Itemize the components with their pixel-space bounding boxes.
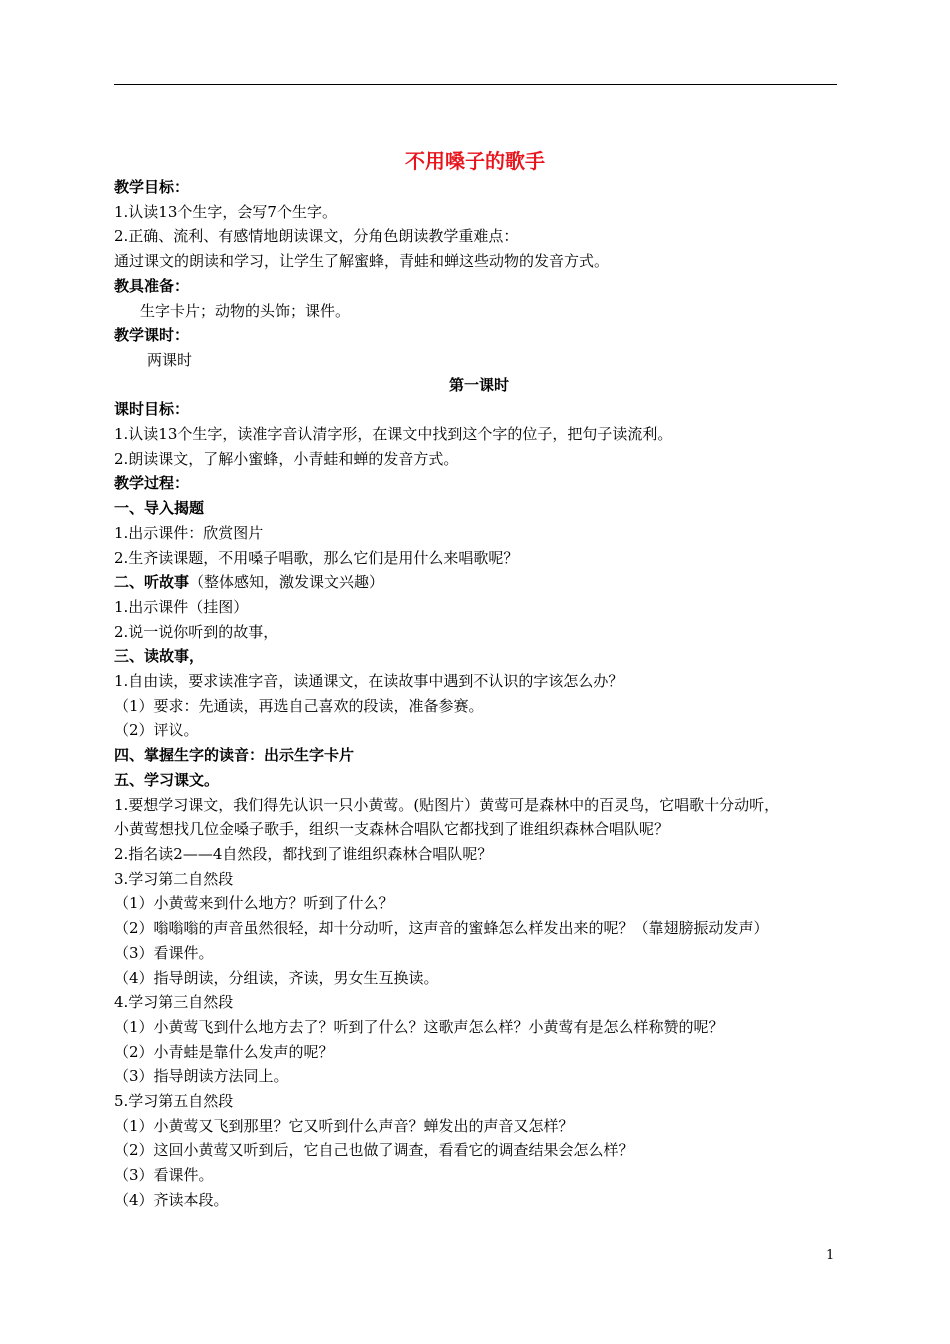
document-title: 不用嗓子的歌手 bbox=[405, 149, 545, 173]
step-5-item-3-sub-1: （1）小黄莺来到什么地方？听到了什么？ bbox=[114, 894, 394, 913]
page-number: 1 bbox=[826, 1248, 835, 1263]
step-2-heading: 二、听故事 bbox=[114, 573, 190, 592]
heading-process: 教学过程： bbox=[114, 474, 190, 493]
document-body bbox=[114, 175, 844, 1213]
step-5-item-4-sub-2: （2）小青蛙是靠什么发声的呢？ bbox=[114, 1042, 334, 1061]
step-5-item-5-sub-4: （4）齐读本段。 bbox=[114, 1190, 229, 1209]
step-3-heading: 三、读故事， bbox=[114, 647, 205, 666]
step-5-item-4: 4.学习第三自然段 bbox=[114, 993, 234, 1012]
step-2-item-2: 2.说一说你听到的故事， bbox=[114, 622, 279, 641]
lesson-goal-2: 2.朗读课文，了解小蜜蜂，小青蛙和蝉的发音方式。 bbox=[114, 449, 459, 468]
step-5-item-2: 2.指名读2——4自然段，都找到了谁组织森林合唱队呢？ bbox=[114, 844, 493, 863]
step-2-heading-line bbox=[114, 570, 844, 595]
step-4-heading: 四、掌握生字的读音：出示生字卡片 bbox=[114, 746, 355, 765]
goal-difficulty: 通过课文的朗读和学习，让学生了解蜜蜂，青蛙和蝉这些动物的发音方式。 bbox=[114, 252, 610, 271]
goal-item-2: 2.正确、流利、有感情地朗读课文，分角色朗读教学重难点： bbox=[114, 227, 519, 246]
heading-teaching-goals: 教学目标： bbox=[114, 178, 190, 196]
step-5-item-4-sub-3: （3）指导朗读方法同上。 bbox=[114, 1067, 289, 1086]
step-5-item-5: 5.学习第五自然段 bbox=[114, 1092, 234, 1111]
header-rule bbox=[114, 84, 837, 85]
step-5-item-1b: 小黄莺想找几位金嗓子歌手，组织一支森林合唱队它都找到了谁组织森林合唱队呢？ bbox=[114, 820, 670, 839]
step-3-item-1: 1.自由读，要求读准字音，读通课文，在读故事中遇到不认识的字该怎么办？ bbox=[114, 672, 624, 691]
step-1-heading: 一、导入揭题 bbox=[114, 499, 205, 518]
step-5-item-4-sub-1: （1）小黄莺飞到什么地方去了？听到了什么？这歌声怎么样？小黄莺有是怎么样称赞的呢？ bbox=[114, 1017, 724, 1036]
step-5-item-3-sub-4: （4）指导朗读，分组读，齐读，男女生互换读。 bbox=[114, 968, 439, 987]
step-5-item-5-sub-2: （2）这回小黄莺又听到后，它自己也做了调查，看看它的调查结果会怎么样？ bbox=[114, 1141, 634, 1160]
step-5-heading: 五、学习课文。 bbox=[114, 770, 220, 789]
step-5-item-3: 3.学习第二自然段 bbox=[114, 869, 234, 888]
heading-class-hours: 教学课时： bbox=[114, 326, 190, 345]
lesson-goal-1: 1.认读13个生字，读准字音认清字形，在课文中找到这个字的位子，把句子读流利。 bbox=[114, 425, 673, 444]
step-2-note: （整体感知，激发课文兴趣） bbox=[189, 573, 385, 592]
class-hours-text: 两课时 bbox=[147, 350, 193, 369]
step-2-item-1: 1.出示课件（挂图） bbox=[114, 597, 249, 616]
step-3-sub-1: （1）要求：先通读，再选自己喜欢的段读，准备参赛。 bbox=[114, 696, 484, 715]
step-5-item-3-sub-3: （3）看课件。 bbox=[114, 943, 214, 962]
heading-materials: 教具准备： bbox=[114, 276, 190, 295]
step-5-item-1a: 1.要想学习课文，我们得先认识一只小黄莺。(贴图片）黄莺可是森林中的百灵鸟，它唱歌十分动听， bbox=[114, 795, 780, 814]
step-5-item-3-sub-2: （2）嗡嗡嗡的声音虽然很轻，却十分动听，这声音的蜜蜂怎么样发出来的呢？（靠翅膀振动发声） bbox=[114, 919, 769, 938]
step-5-item-5-sub-1: （1）小黄莺又飞到那里？它又听到什么声音？蝉发出的声音又怎样？ bbox=[114, 1116, 574, 1135]
step-5-item-5-sub-3: （3）看课件。 bbox=[114, 1166, 214, 1185]
materials-text: 生字卡片；动物的头饰；课件。 bbox=[140, 301, 351, 320]
heading-lesson-goals: 课时目标： bbox=[114, 400, 190, 419]
section-first-lesson: 第一课时 bbox=[448, 375, 509, 394]
step-3-sub-2: （2）评议。 bbox=[114, 721, 199, 740]
step-1-item-1: 1.出示课件：欣赏图片 bbox=[114, 523, 264, 542]
goal-item-1: 1.认读13个生字，会写7个生字。 bbox=[114, 202, 337, 221]
step-1-item-2: 2.生齐读课题，不用嗓子唱歌，那么它们是用什么来唱歌呢？ bbox=[114, 548, 519, 567]
